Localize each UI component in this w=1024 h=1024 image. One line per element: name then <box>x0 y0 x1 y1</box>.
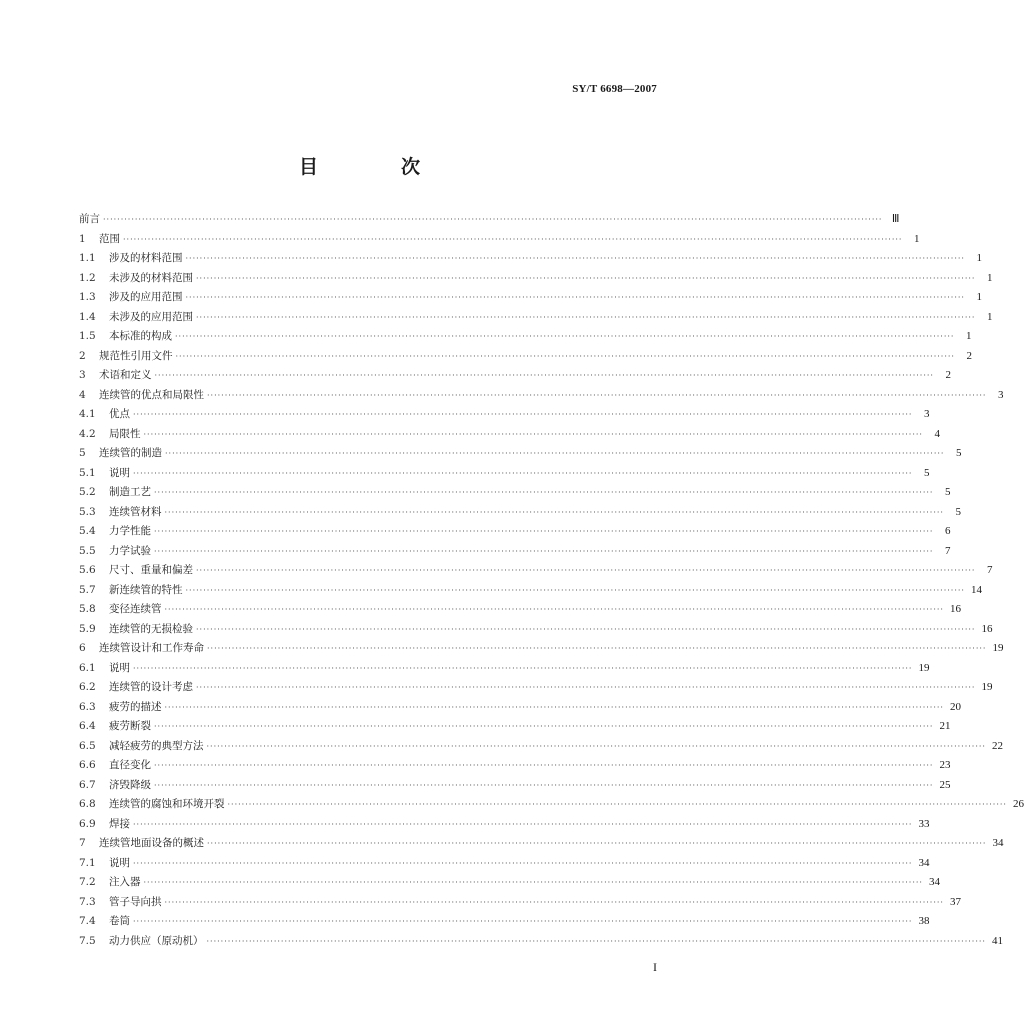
toc-entry-number: 1.5 <box>79 330 96 342</box>
toc-entry-number: 4.2 <box>79 427 96 440</box>
toc-entry-label: 说明 <box>109 466 130 479</box>
toc-entry[interactable] <box>79 756 951 776</box>
toc-entry[interactable] <box>79 503 961 523</box>
toc-leader-dots: ···························································································································································································································· <box>207 644 987 653</box>
toc-entry-label: 说明 <box>109 856 130 869</box>
toc-entry-number: 3 <box>79 369 86 381</box>
toc-entry-page: 4 <box>934 427 940 440</box>
toc-entry-label: 连续管的优点和局限性 <box>99 388 204 401</box>
toc-entry-number: 7.2 <box>79 876 96 888</box>
toc-entry-page: 22 <box>991 739 1003 752</box>
toc-leader-dots: ···························································································································································································································· <box>175 351 955 361</box>
toc-entry-page: 21 <box>939 720 951 732</box>
toc-entry-page: 7 <box>944 544 951 557</box>
toc-entry-label: 规范性引用文件 <box>99 349 173 362</box>
toc-entry[interactable] <box>79 717 951 737</box>
toc-entry-page: 34 <box>928 876 940 888</box>
toc-entry[interactable] <box>79 776 951 796</box>
toc-entry-page: 34 <box>992 837 1004 849</box>
toc-entry-number: 5.9 <box>79 622 96 635</box>
toc-entry-label: 减轻疲劳的典型方法 <box>109 739 204 752</box>
toc-entry-number: 7.1 <box>79 856 96 869</box>
toc-entry[interactable] <box>79 698 961 718</box>
toc-entry-number: 6.4 <box>79 720 96 732</box>
toc-leader-dots: ···························································································································································································································· <box>154 761 934 770</box>
toc-entry-page: Ⅲ <box>891 213 900 225</box>
toc-entry-page: 19 <box>981 681 993 693</box>
toc-entry[interactable] <box>79 210 900 230</box>
page-title: 目 次 <box>298 156 452 178</box>
toc-entry[interactable] <box>79 308 993 328</box>
toc-leader-dots: ···························································································································································································································· <box>196 273 976 283</box>
toc-entry-label: 本标准的构成 <box>109 330 172 342</box>
toc-entry-number: 6.3 <box>79 700 96 713</box>
toc-leader-dots: ···························································································································································································································· <box>123 234 903 244</box>
toc-entry[interactable] <box>79 425 940 445</box>
toc-entry-label: 连续管地面设备的概述 <box>99 837 204 849</box>
toc-entry-label: 连续管的无损检验 <box>109 622 193 635</box>
toc-entry-page: 19 <box>918 661 930 674</box>
toc-entry-number: 1 <box>79 232 86 245</box>
toc-entry-label: 疲劳断裂 <box>109 720 151 732</box>
toc-entry-number: 6.9 <box>79 817 96 830</box>
toc-entry[interactable] <box>79 386 1004 406</box>
toc-entry-page: 14 <box>970 583 982 596</box>
toc-entry-label: 尺寸、重量和偏差 <box>109 564 193 576</box>
toc-entry-number: 5 <box>79 447 86 459</box>
toc-leader-dots: ···························································································································································································································· <box>207 839 987 848</box>
toc-leader-dots: ···························································································································································································································· <box>133 858 913 868</box>
toc-entry-label: 注入器 <box>109 876 141 888</box>
toc-entry[interactable] <box>79 230 920 250</box>
toc-entry-page: 20 <box>949 700 961 713</box>
toc-entry-label: 说明 <box>109 661 130 674</box>
toc-entry[interactable] <box>79 932 1003 952</box>
toc-entry-number: 5.3 <box>79 505 96 518</box>
toc-entry-page: 5 <box>944 486 951 498</box>
document-code: SY/T 6698—2007 <box>572 83 657 95</box>
toc-entry-number: 6.5 <box>79 739 96 752</box>
toc-entry-page: 33 <box>918 817 930 830</box>
toc-entry[interactable] <box>79 464 930 484</box>
toc-entry[interactable] <box>79 912 930 932</box>
toc-entry-page: 3 <box>997 388 1004 401</box>
toc-entry-number: 6.1 <box>79 661 96 674</box>
toc-entry-label: 范围 <box>99 232 120 245</box>
toc-leader-dots: ···························································································································································································································· <box>164 605 944 614</box>
toc-entry-number: 4 <box>79 388 86 401</box>
toc-entry-number: 5.2 <box>79 486 96 498</box>
toc-leader-dots: ···························································································································································································································· <box>175 332 955 341</box>
toc-entry[interactable] <box>79 561 993 581</box>
toc-entry[interactable] <box>79 522 951 542</box>
toc-entry-label: 未涉及的材料范围 <box>109 271 193 284</box>
toc-entry[interactable] <box>79 854 930 874</box>
toc-leader-dots: ···························································································································································································································· <box>207 390 987 400</box>
toc-leader-dots: ···························································································································································································································· <box>185 585 965 595</box>
toc-leader-dots: ···························································································································································································································· <box>196 624 976 634</box>
toc-entry[interactable] <box>79 815 930 835</box>
toc-entry-number: 5.6 <box>79 564 96 576</box>
toc-entry-label: 连续管的制造 <box>99 447 162 459</box>
toc-entry-label: 连续管的设计考虑 <box>109 681 193 693</box>
toc-entry-page: 5 <box>923 466 930 479</box>
toc-entry-label: 涉及的材料范围 <box>109 252 183 264</box>
toc-entry-label: 连续管设计和工作寿命 <box>99 642 204 654</box>
toc-entry-number: 6.2 <box>79 681 96 693</box>
toc-leader-dots: ···························································································································································································································· <box>133 410 913 419</box>
toc-entry-label: 济毁降级 <box>109 778 151 791</box>
toc-entry-page: 1 <box>965 330 972 342</box>
toc-entry-page: 1 <box>976 252 982 264</box>
toc-entry-page: 1 <box>986 271 993 284</box>
toc-leader-dots: ···························································································································································································································· <box>143 878 923 887</box>
toc-leader-dots: ···························································································································································································································· <box>185 293 965 302</box>
toc-leader-dots: ···························································································································································································································· <box>196 566 976 575</box>
toc-entry-number: 5.1 <box>79 466 96 479</box>
toc-entry[interactable] <box>79 444 962 464</box>
toc-leader-dots: ···························································································································································································································· <box>164 897 944 907</box>
toc-entry[interactable] <box>79 600 961 620</box>
toc-entry-page: 41 <box>991 934 1003 947</box>
toc-entry[interactable] <box>79 366 951 386</box>
toc-entry[interactable] <box>79 873 940 893</box>
toc-entry-page: 19 <box>992 642 1004 654</box>
toc-entry[interactable] <box>79 483 951 503</box>
toc-entry-label: 管子导向拱 <box>109 895 162 908</box>
toc-entry-page: 5 <box>955 505 961 518</box>
toc-leader-dots: ···························································································································································································································· <box>154 371 934 380</box>
toc-entry-number: 7.4 <box>79 915 96 927</box>
toc-entry[interactable] <box>79 405 930 425</box>
toc-entry-number: 1.4 <box>79 310 96 323</box>
toc-entry-number: 2 <box>79 349 86 362</box>
toc-entry-page: 38 <box>918 915 930 927</box>
toc-entry-page: 1 <box>976 291 982 303</box>
toc-leader-dots: ···························································································································································································································· <box>206 936 986 946</box>
toc-entry-number: 1.2 <box>79 271 96 284</box>
toc-entry-page: 3 <box>923 408 930 420</box>
toc-entry-page: 6 <box>944 525 951 537</box>
toc-entry-label: 连续管的腐蚀和环境开裂 <box>109 798 225 810</box>
toc-entry[interactable] <box>79 249 982 269</box>
toc-leader-dots: ···························································································································································································································· <box>154 488 934 497</box>
toc-entry[interactable] <box>79 795 1024 815</box>
toc-entry-number: 5.7 <box>79 583 96 596</box>
toc-entry-number: 5.4 <box>79 525 96 537</box>
toc-entry-label: 卷筒 <box>109 915 130 927</box>
toc-entry-page: 1 <box>986 310 993 323</box>
toc-entry[interactable] <box>79 737 1003 757</box>
toc-entry-page: 37 <box>949 895 961 908</box>
toc-entry-number: 7 <box>79 837 86 849</box>
toc-entry-label: 焊接 <box>109 817 130 830</box>
toc-entry-page: 34 <box>918 856 930 869</box>
toc-entry[interactable] <box>79 659 930 679</box>
toc-entry-page: 26 <box>1012 798 1024 810</box>
toc-entry-label: 前言 <box>79 213 100 225</box>
toc-leader-dots: ···························································································································································································································· <box>165 449 945 458</box>
toc-entry-label: 优点 <box>109 408 130 420</box>
toc-entry-number: 7.3 <box>79 895 96 908</box>
toc-entry-number: 6.7 <box>79 778 96 791</box>
toc-entry[interactable] <box>79 347 972 367</box>
toc-entry-label: 力学性能 <box>109 525 151 537</box>
toc-entry[interactable] <box>79 542 951 562</box>
page-number: I <box>653 960 657 974</box>
toc-entry-label: 疲劳的描述 <box>109 700 162 713</box>
table-of-contents <box>79 210 1024 951</box>
toc-entry-number: 6.6 <box>79 759 96 771</box>
toc-entry-number: 5.8 <box>79 603 96 615</box>
toc-entry-label: 制造工艺 <box>109 486 151 498</box>
toc-entry-number: 1.1 <box>79 252 96 264</box>
toc-entry-page: 2 <box>966 349 972 362</box>
toc-entry-label: 局限性 <box>109 427 141 440</box>
toc-entry-label: 术语和定义 <box>99 369 152 381</box>
toc-leader-dots: ···························································································································································································································· <box>206 741 986 751</box>
toc-leader-dots: ···························································································································································································································· <box>164 702 944 712</box>
toc-entry[interactable] <box>79 620 993 640</box>
toc-entry-page: 23 <box>939 759 951 771</box>
toc-leader-dots: ···························································································································································································································· <box>143 429 923 439</box>
toc-leader-dots: ···························································································································································································································· <box>164 507 944 517</box>
toc-entry-number: 5.5 <box>79 544 96 557</box>
toc-leader-dots: ···························································································································································································································· <box>154 527 934 536</box>
toc-entry[interactable] <box>79 639 1004 659</box>
toc-entry-page: 16 <box>981 622 993 635</box>
toc-leader-dots: ···························································································································································································································· <box>133 468 913 478</box>
toc-entry-label: 力学试验 <box>109 544 151 557</box>
toc-entry-label: 新连续管的特性 <box>109 583 183 596</box>
toc-entry-page: 7 <box>986 564 993 576</box>
toc-entry[interactable] <box>79 893 961 913</box>
toc-leader-dots: ···························································································································································································································· <box>103 215 883 224</box>
toc-leader-dots: ···························································································································································································································· <box>185 254 965 263</box>
toc-entry-page: 1 <box>913 232 920 245</box>
toc-entry[interactable] <box>79 581 982 601</box>
toc-entry-label: 涉及的应用范围 <box>109 291 183 303</box>
toc-entry-page: 5 <box>955 447 962 459</box>
toc-leader-dots: ···························································································································································································································· <box>133 819 913 829</box>
toc-entry[interactable] <box>79 327 972 347</box>
toc-entry-number: 7.5 <box>79 934 96 947</box>
toc-entry-number: 6.8 <box>79 798 96 810</box>
toc-entry-label: 连续管材料 <box>109 505 162 518</box>
toc-entry[interactable] <box>79 834 1004 854</box>
toc-entry-page: 2 <box>945 369 951 381</box>
toc-entry-number: 4.1 <box>79 408 96 420</box>
toc-entry[interactable] <box>79 678 993 698</box>
toc-leader-dots: ···························································································································································································································· <box>196 312 976 322</box>
toc-leader-dots: ···························································································································································································································· <box>133 663 913 673</box>
toc-leader-dots: ···························································································································································································································· <box>196 683 976 692</box>
toc-entry-label: 未涉及的应用范围 <box>109 310 193 323</box>
toc-entry-number: 1.3 <box>79 291 96 303</box>
toc-leader-dots: ···························································································································································································································· <box>133 917 913 926</box>
toc-entry[interactable] <box>79 288 982 308</box>
toc-entry-label: 动力供应（原动机） <box>109 934 204 947</box>
toc-leader-dots: ···························································································································································································································· <box>154 780 934 790</box>
toc-entry-label: 直径变化 <box>109 759 151 771</box>
toc-entry-number: 6 <box>79 642 86 654</box>
toc-entry-label: 变径连续管 <box>109 603 162 615</box>
toc-entry[interactable] <box>79 269 993 289</box>
toc-leader-dots: ···························································································································································································································· <box>154 722 934 731</box>
toc-leader-dots: ···························································································································································································································· <box>154 546 934 556</box>
toc-entry-page: 25 <box>939 778 951 791</box>
toc-entry-page: 16 <box>949 603 961 615</box>
toc-leader-dots: ···························································································································································································································· <box>227 800 1007 809</box>
